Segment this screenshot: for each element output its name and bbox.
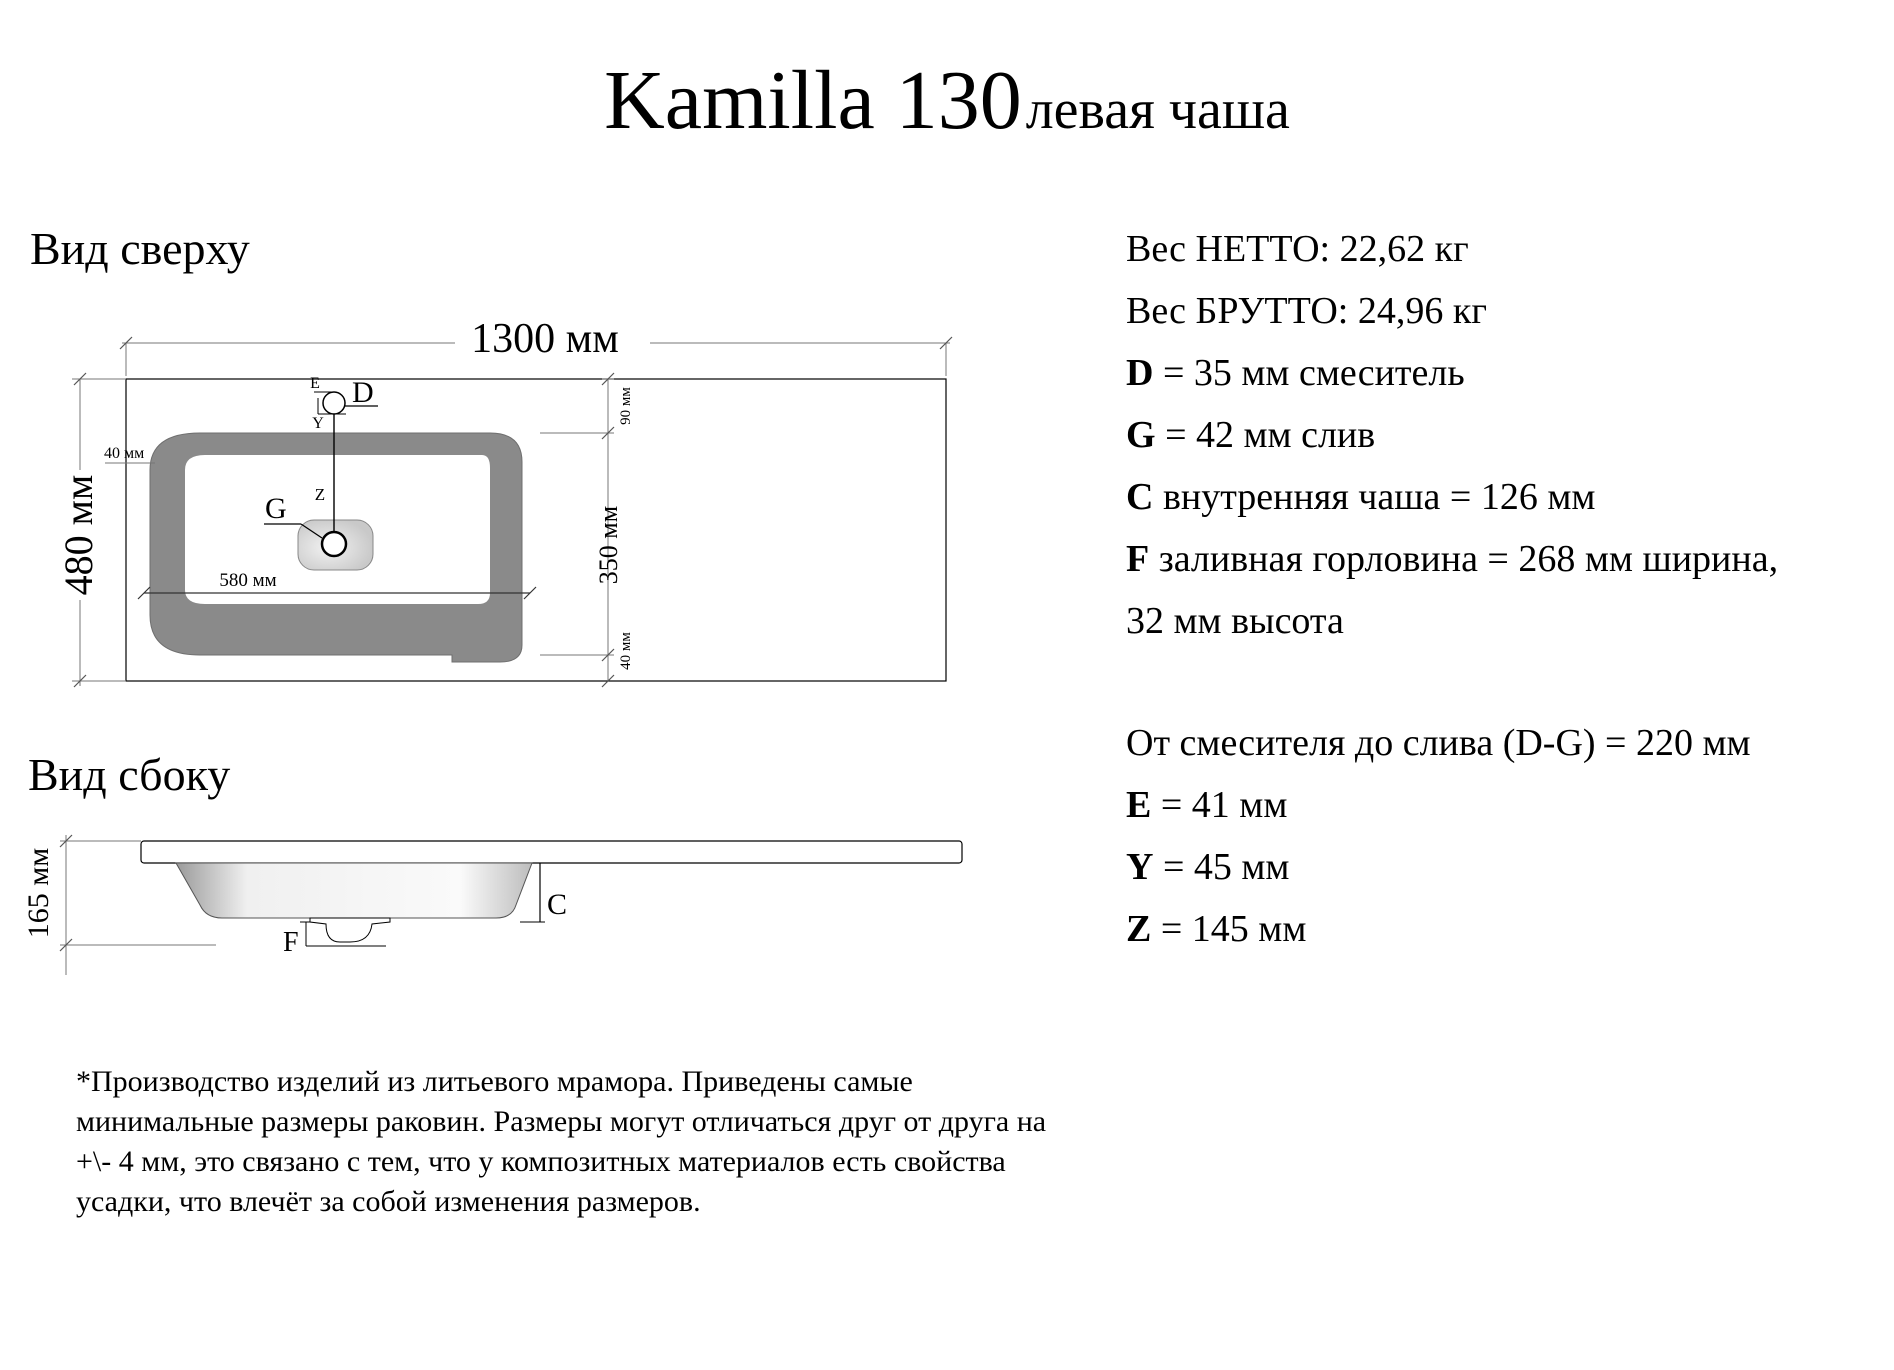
dim-bowl-depth: 350 мм — [594, 505, 623, 585]
spec-f-height: 32 мм высота — [1126, 600, 1344, 642]
product-name: Kamilla 130 — [604, 54, 1022, 147]
marker-d: D — [352, 376, 374, 409]
marker-f: F — [283, 927, 299, 958]
dim-front: 40 мм — [104, 445, 145, 462]
dim-bowl-width: 580 мм — [219, 570, 277, 591]
spec-e: E = 41 мм — [1126, 784, 1288, 826]
side-view-label: Вид сбоку — [28, 749, 231, 800]
dim-height: 165 мм — [22, 847, 55, 939]
bowl-body — [176, 863, 532, 918]
top-view-drawing — [56, 316, 952, 687]
spec-c: C внутренняя чаша = 126 мм — [1126, 476, 1596, 518]
side-view-drawing — [22, 835, 962, 975]
marker-z: Z — [314, 485, 326, 504]
dim-width: 1300 мм — [471, 316, 619, 362]
spec-d: D = 35 мм смеситель — [1126, 352, 1465, 394]
spec-f: F заливная горловина = 268 мм ширина, — [1126, 538, 1779, 580]
specifications — [1126, 218, 1778, 960]
slab-outline — [141, 841, 962, 863]
spec-y: Y = 45 мм — [1126, 846, 1290, 888]
drain-hole — [322, 532, 346, 556]
top-view-label: Вид сверху — [30, 223, 250, 274]
marker-c: C — [547, 888, 568, 921]
faucet-hole — [323, 392, 345, 414]
dim-back: 90 мм — [618, 387, 634, 425]
footnote: *Производство изделий из литьевого мрамора. Приведены самые минимальные размеры раковин. Размеры могут отличаться друг от друга на +\- 4 мм, это связано с тем, что у композитных материалов есть свойства усадки, что влечёт за собой изменения размеров. — [76, 1065, 1047, 1218]
dim-depth: 480 мм — [56, 474, 101, 596]
spec-dg: От смесителя до слива (D-G) = 220 мм — [1126, 722, 1751, 764]
spec-gross-weight: Вес БРУТТО: 24,96 кг — [1126, 290, 1487, 332]
dim-rim: 40 мм — [618, 632, 634, 670]
product-variant: левая чаша — [1025, 79, 1290, 141]
marker-e: E — [310, 375, 320, 392]
marker-y: Y — [312, 415, 324, 432]
drain-neck — [310, 918, 390, 942]
spec-z: Z = 145 мм — [1126, 908, 1307, 950]
spec-net-weight: Вес НЕТТО: 22,62 кг — [1126, 228, 1469, 270]
marker-g: G — [265, 492, 287, 525]
spec-g: G = 42 мм слив — [1126, 414, 1376, 456]
